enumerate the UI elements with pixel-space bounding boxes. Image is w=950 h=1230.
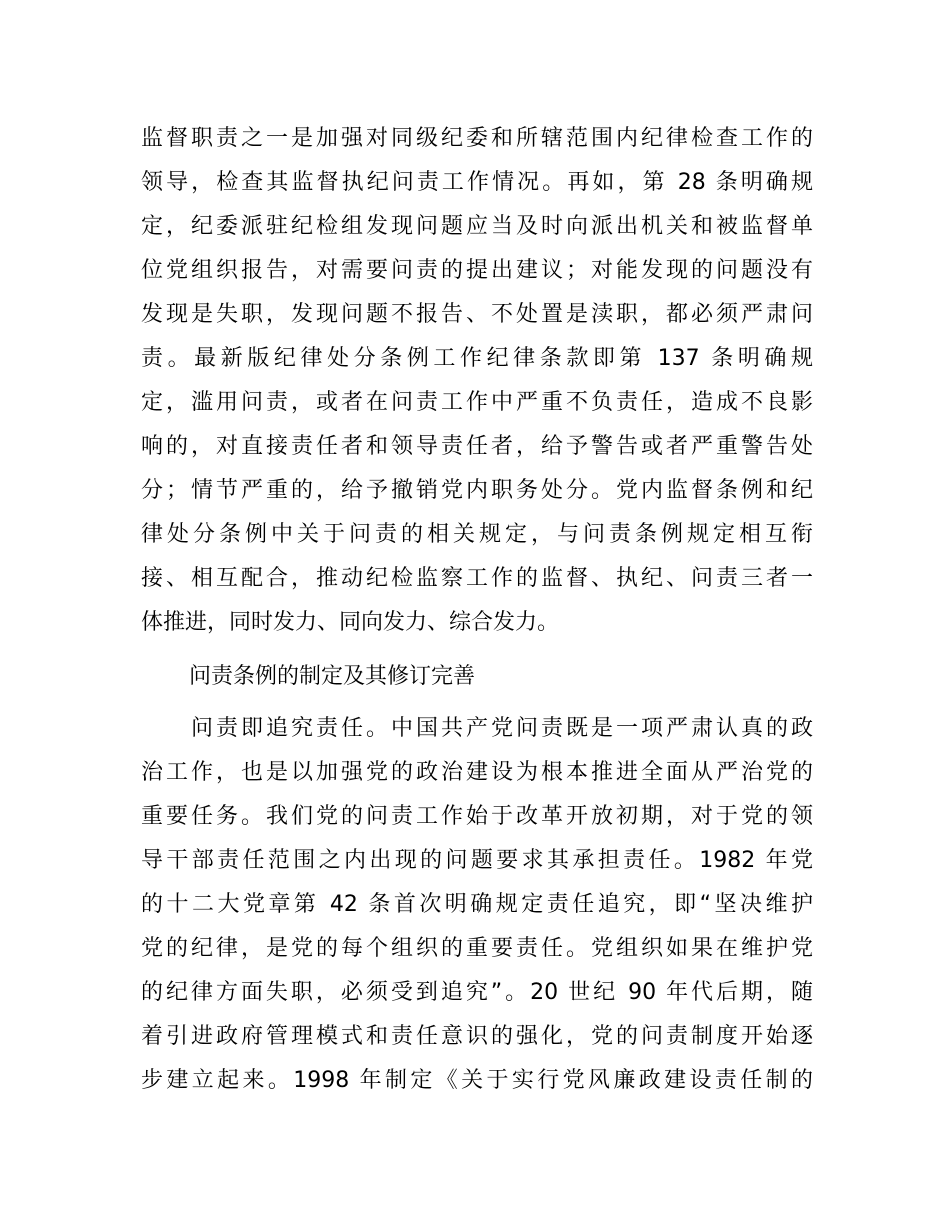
text-line: 定，滥用问责，或者在问责工作中严重不负责任，造成不良影 (141, 390, 813, 415)
text-line: 位党组织报告，对需要问责的提出建议；对能发现的问题没有 (141, 258, 813, 283)
text-line: 党的纪律，是党的每个组织的重要责任。党组织如果在维护党 (141, 936, 813, 961)
text-line: 监督职责之一是加强对同级纪委和所辖范围内纪律检查工作的 (141, 126, 813, 151)
text-line: 分；情节严重的，给予撤销党内职务处分。党内监督条例和纪 (141, 478, 813, 503)
text-line: 的纪律方面失职，必须受到追究”。20 世纪 90 年代后期，随 (141, 980, 813, 1005)
text-line: 责。最新版纪律处分条例工作纪律条款即第 137 条明确规 (141, 346, 813, 371)
text-line: 着引进政府管理模式和责任意识的强化，党的问责制度开始逐 (141, 1024, 813, 1049)
section-heading: 问责条例的制定及其修订完善 (189, 664, 476, 689)
text-line: 领导，检查其监督执纪问责工作情况。再如，第 28 条明确规 (141, 170, 813, 195)
text-line: 问责即追究责任。中国共产党问责既是一项严肃认真的政 (141, 716, 813, 741)
paragraph-accountability (141, 707, 813, 1103)
text-line: 发现是失职，发现问题不报告、不处置是渎职，都必须严肃问 (141, 302, 813, 327)
text-line: 体推进，同时发力、同向发力、综合发力。 (141, 610, 560, 635)
text-line: 导干部责任范围之内出现的问题要求其承担责任。1982 年党 (141, 848, 813, 873)
text-line: 步建立起来。1998 年制定《关于实行党风廉政建设责任制的 (141, 1068, 813, 1093)
document-page (141, 117, 813, 1103)
text-line: 律处分条例中关于问责的相关规定，与问责条例规定相互衔 (141, 522, 813, 547)
text-line: 响的，对直接责任者和领导责任者，给予警告或者严重警告处 (141, 434, 813, 459)
text-line: 定，纪委派驻纪检组发现问题应当及时向派出机关和被监督单 (141, 214, 813, 239)
text-line: 治工作，也是以加强党的政治建设为根本推进全面从严治党的 (141, 760, 813, 785)
text-line: 的十二大党章第 42 条首次明确规定责任追究，即“坚决维护 (141, 892, 813, 917)
text-line: 接、相互配合，推动纪检监察工作的监督、执纪、问责三者一 (141, 566, 813, 591)
paragraph-continuation (141, 117, 813, 645)
text-line: 重要任务。我们党的问责工作始于改革开放初期，对于党的领 (141, 804, 813, 829)
